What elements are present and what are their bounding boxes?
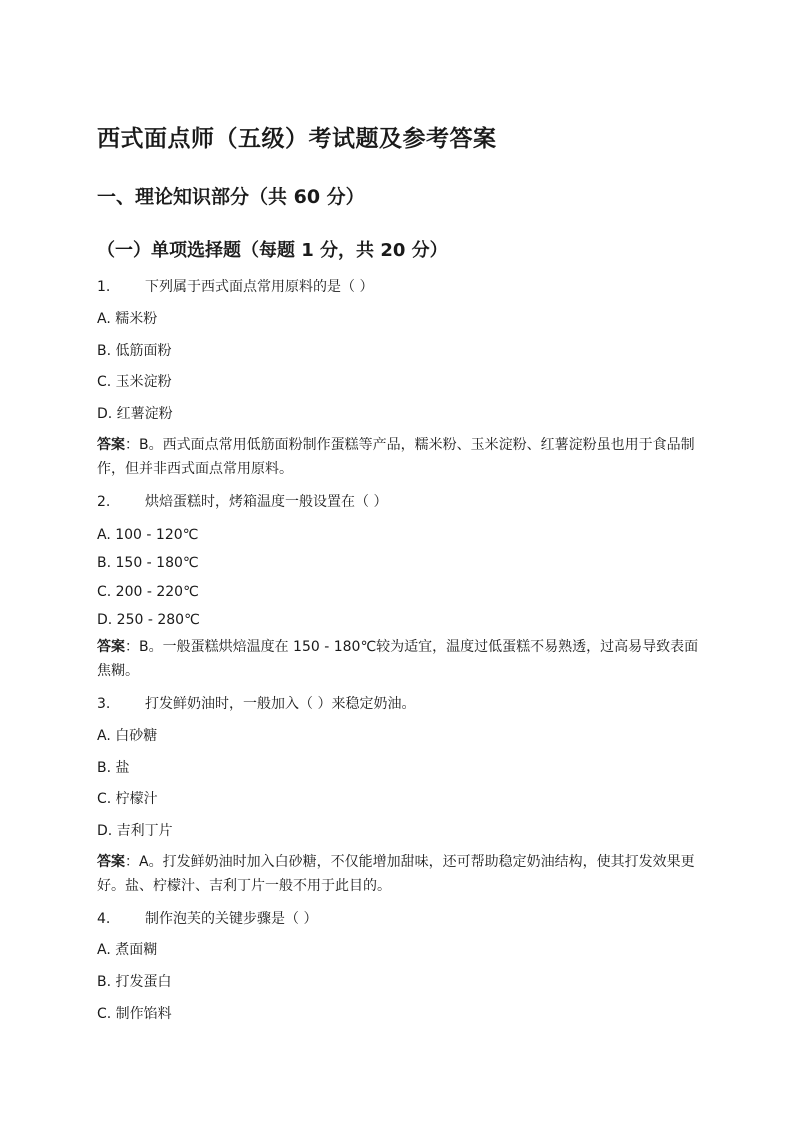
question-2 bbox=[97, 492, 387, 512]
option-b: B. 打发蛋白 bbox=[97, 974, 172, 990]
section-heading: 一、理论知识部分（共 60 分） bbox=[97, 186, 365, 208]
answer-text: ：B。西式面点常用低筋面粉制作蛋糕等产品，糯米粉、玉米淀粉、红薯淀粉虽也用于食品制作，但并非西式面点常用原料。 bbox=[97, 437, 695, 477]
option-c: C. 200 - 220℃ bbox=[97, 584, 199, 600]
answer-explanation bbox=[97, 635, 707, 683]
option-a: A. 糯米粉 bbox=[97, 311, 158, 327]
option-b: B. 盐 bbox=[97, 760, 130, 776]
option-d: D. 250 - 280℃ bbox=[97, 612, 200, 628]
document-title: 西式面点师（五级）考试题及参考答案 bbox=[97, 126, 497, 152]
answer-label: 答案 bbox=[97, 639, 125, 655]
question-number: 3. bbox=[97, 696, 111, 712]
option-a: A. 煮面糊 bbox=[97, 942, 158, 958]
question-text: 打发鲜奶油时，一般加入（ ）来稳定奶油。 bbox=[145, 696, 416, 712]
answer-label: 答案 bbox=[97, 854, 125, 870]
answer-explanation bbox=[97, 433, 707, 481]
answer-text: ：B。一般蛋糕烘焙温度在 150 - 180℃较为适宜，温度过低蛋糕不易熟透，过高易导致表面焦糊。 bbox=[97, 639, 699, 679]
option-a: A. 100 - 120℃ bbox=[97, 527, 199, 543]
question-text: 烘焙蛋糕时，烤箱温度一般设置在（ ） bbox=[145, 494, 388, 510]
question-number: 2. bbox=[97, 494, 111, 510]
option-c: C. 柠檬汁 bbox=[97, 791, 158, 807]
question-3 bbox=[97, 694, 415, 714]
question-number: 4. bbox=[97, 911, 111, 927]
answer-text: ：A。打发鲜奶油时加入白砂糖，不仅能增加甜味，还可帮助稳定奶油结构，使其打发效果更好。盐、柠檬汁、吉利丁片一般不用于此目的。 bbox=[97, 854, 695, 894]
option-d: D. 红薯淀粉 bbox=[97, 406, 173, 422]
option-c: C. 制作馅料 bbox=[97, 1006, 172, 1022]
question-text: 制作泡芙的关键步骤是（ ） bbox=[145, 911, 318, 927]
option-d: D. 吉利丁片 bbox=[97, 823, 173, 839]
option-b: B. 150 - 180℃ bbox=[97, 555, 199, 571]
option-a: A. 白砂糖 bbox=[97, 728, 158, 744]
question-number: 1. bbox=[97, 279, 111, 295]
option-b: B. 低筋面粉 bbox=[97, 343, 172, 359]
question-1 bbox=[97, 277, 373, 297]
option-c: C. 玉米淀粉 bbox=[97, 374, 172, 390]
answer-explanation bbox=[97, 850, 707, 898]
answer-label: 答案 bbox=[97, 437, 125, 453]
question-text: 下列属于西式面点常用原料的是（ ） bbox=[145, 279, 374, 295]
subsection-heading: （一）单项选择题（每题 1 分，共 20 分） bbox=[97, 240, 448, 261]
question-4 bbox=[97, 909, 317, 929]
